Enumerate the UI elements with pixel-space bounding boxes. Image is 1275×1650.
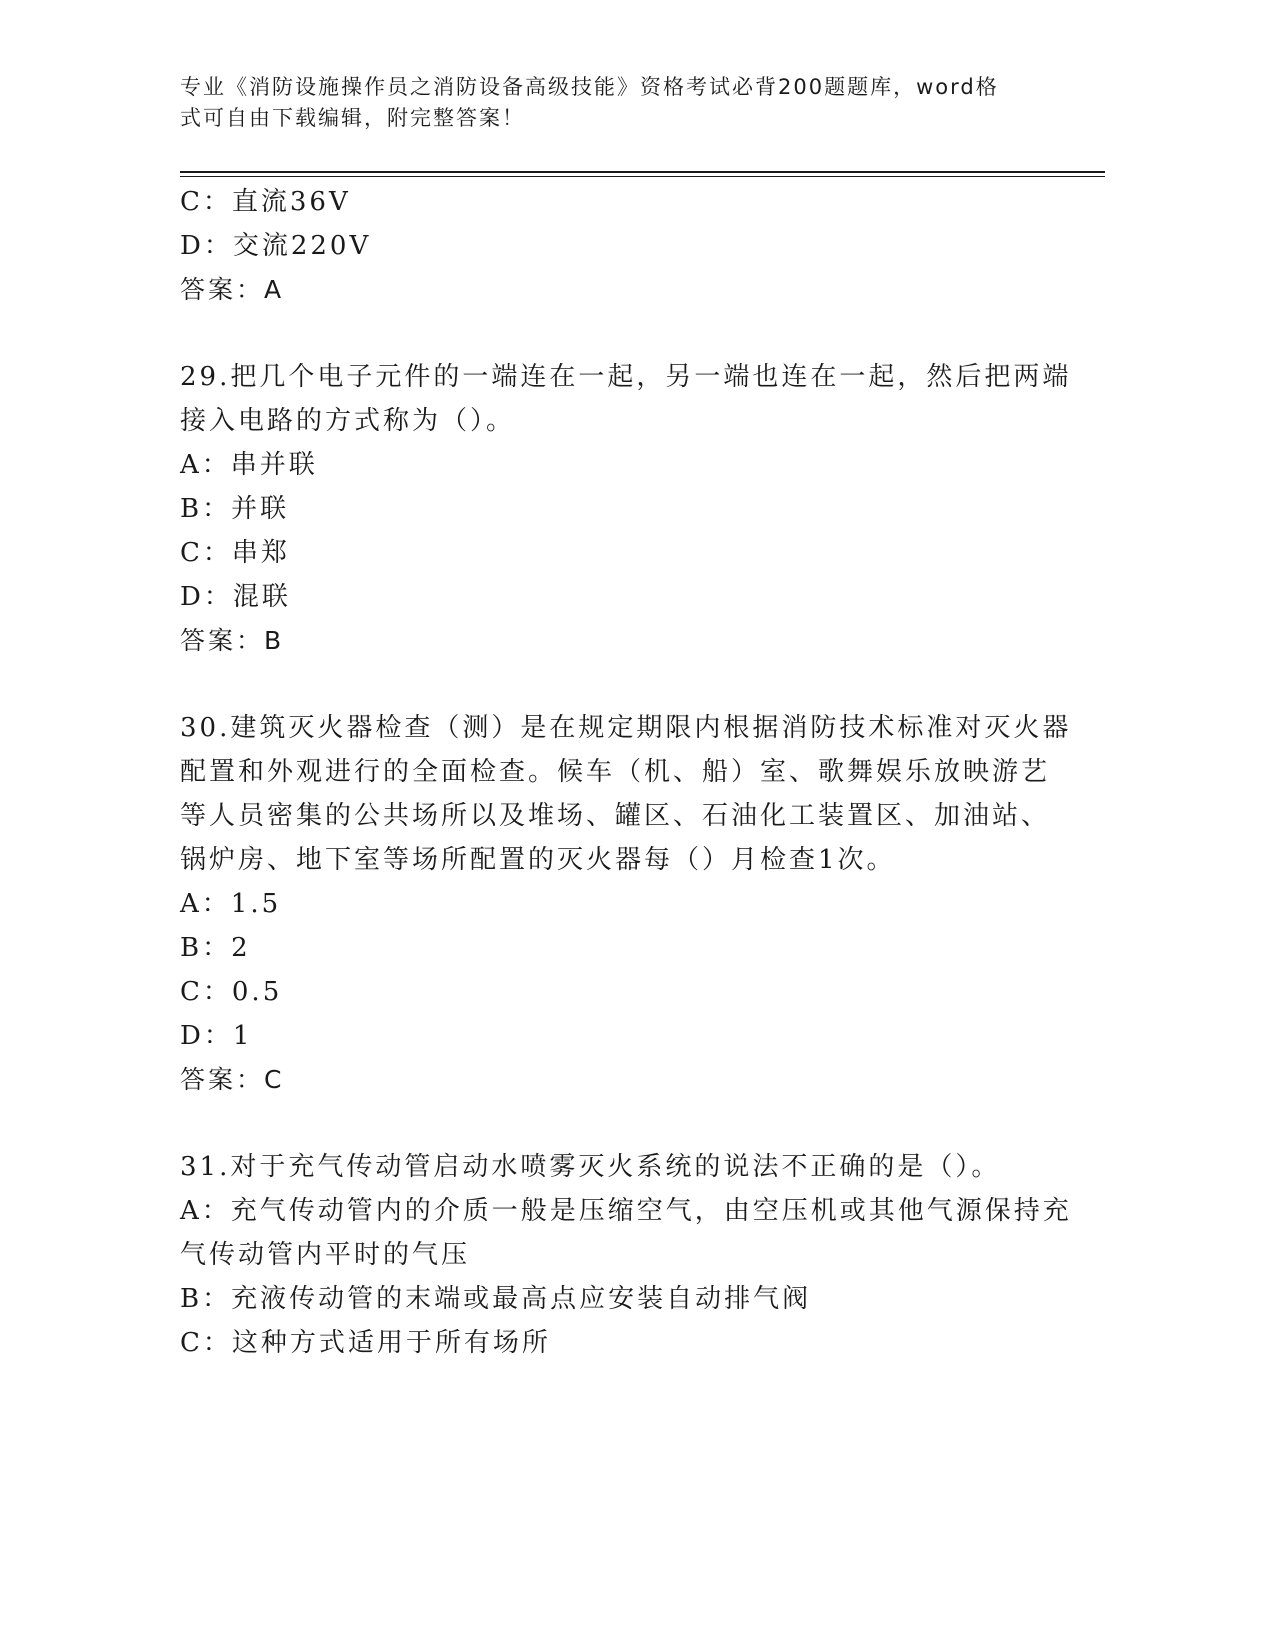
option-a-line-1: A：充气传动管内的介质一般是压缩空气，由空压机或其他气源保持充 (180, 1196, 1072, 1226)
option-d: D：交流220V (180, 231, 372, 261)
header-divider-thick (180, 171, 1105, 173)
option-c: C：直流36V (180, 187, 351, 217)
option-d: D：1 (180, 1021, 253, 1051)
question-30 (180, 706, 1072, 1102)
answer-line: 答案：A (180, 275, 285, 304)
header-divider-thin (180, 176, 1105, 177)
option-b: B：并联 (180, 494, 290, 524)
question-28-tail (180, 180, 1040, 312)
document-body (180, 180, 1072, 1365)
answer-line: 答案：C (180, 1065, 285, 1094)
option-c: C：这种方式适用于所有场所 (180, 1328, 551, 1358)
option-d: D：混联 (180, 582, 291, 612)
header-line-2: 式可自由下载编辑，附完整答案！ (180, 106, 525, 130)
option-b: B：充液传动管的末端或最高点应安装自动排气阀 (180, 1284, 812, 1314)
option-c: C：串郑 (180, 538, 290, 568)
question-text-line: 30.建筑灭火器检查（测）是在规定期限内根据消防技术标准对灭火器 (180, 713, 1072, 743)
page-header (180, 72, 1040, 134)
spacer (180, 312, 1040, 355)
option-a: A：1.5 (180, 889, 282, 919)
question-text-line: 等人员密集的公共场所以及堆场、罐区、石油化工装置区、加油站、 (180, 801, 1051, 831)
question-text-line: 29.把几个电子元件的一端连在一起，另一端也连在一起，然后把两端 (180, 362, 1072, 392)
answer-line: 答案：B (180, 626, 285, 655)
option-a-line-2: 气传动管内平时的气压 (180, 1240, 471, 1270)
question-text-line: 锅炉房、地下室等场所配置的灭火器每（）月检查1次。 (180, 845, 896, 875)
spacer (180, 663, 1040, 706)
question-31 (180, 1145, 1072, 1365)
option-a: A：串并联 (180, 450, 318, 480)
header-line-1: 专业《消防设施操作员之消防设备高级技能》资格考试必背200题题库，word格 (180, 75, 999, 99)
question-text-line: 配置和外观进行的全面检查。候车（机、船）室、歌舞娱乐放映游艺 (180, 757, 1051, 787)
option-c: C：0.5 (180, 977, 283, 1007)
question-text-line: 31.对于充气传动管启动水喷雾灭火系统的说法不正确的是（）。 (180, 1152, 1001, 1182)
question-29 (180, 355, 1072, 663)
option-b: B：2 (180, 933, 251, 963)
spacer (180, 1102, 1040, 1145)
question-text-line: 接入电路的方式称为（）。 (180, 406, 516, 436)
